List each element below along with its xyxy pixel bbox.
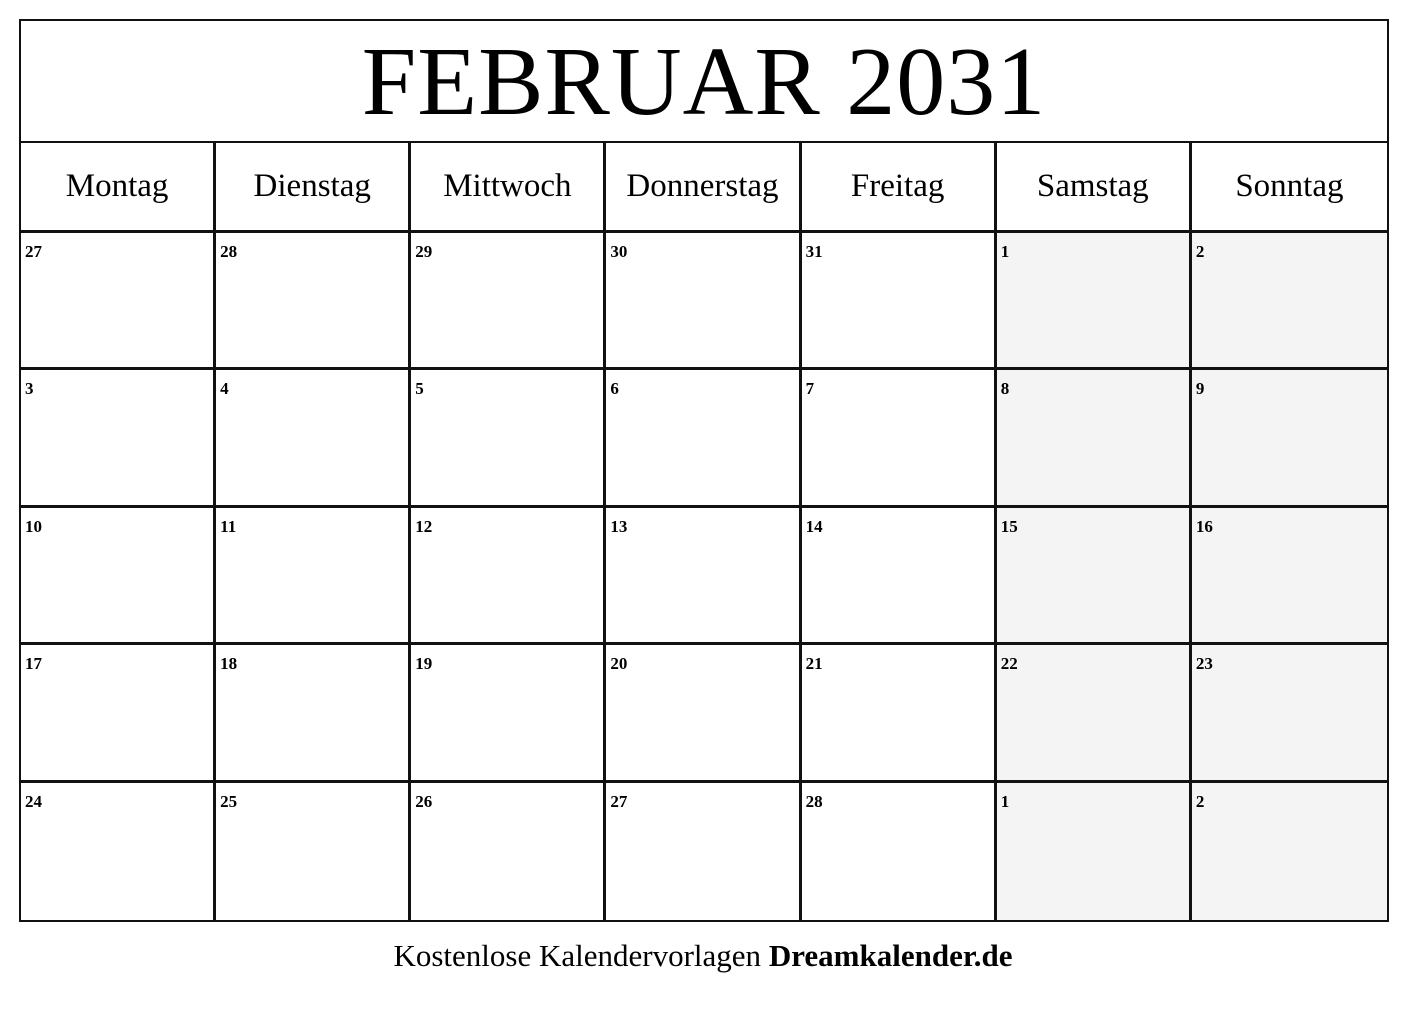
weekday-header: Freitag bbox=[802, 143, 997, 233]
day-number: 6 bbox=[610, 379, 619, 399]
day-number: 28 bbox=[220, 242, 238, 261]
day-number: 13 bbox=[610, 516, 628, 536]
calendar-grid bbox=[19, 19, 1389, 922]
day-number: 28 bbox=[805, 791, 823, 811]
day-cell bbox=[1192, 370, 1387, 507]
day-number: 9 bbox=[1195, 379, 1205, 399]
day-number: 29 bbox=[415, 242, 433, 261]
weekday-header: Donnerstag bbox=[606, 143, 801, 233]
day-cell bbox=[997, 783, 1192, 920]
day-number: 19 bbox=[415, 654, 433, 674]
footer-brand: Dreamkalender.de bbox=[768, 938, 1013, 973]
day-number: 31 bbox=[805, 242, 823, 261]
day-number: 17 bbox=[25, 654, 42, 674]
day-cell bbox=[216, 645, 411, 782]
day-number: 1 bbox=[1000, 242, 1010, 261]
day-cell bbox=[216, 233, 411, 370]
day-cell bbox=[411, 508, 606, 645]
day-cell bbox=[606, 370, 801, 507]
day-number: 15 bbox=[1000, 516, 1018, 536]
day-number: 22 bbox=[1000, 654, 1018, 674]
weekday-header: Sonntag bbox=[1192, 143, 1387, 233]
weekday-header: Montag bbox=[21, 143, 216, 233]
day-number: 24 bbox=[25, 791, 42, 811]
day-cell bbox=[1192, 645, 1387, 782]
day-number: 14 bbox=[805, 516, 823, 536]
day-cell bbox=[802, 233, 997, 370]
day-cell bbox=[802, 370, 997, 507]
day-number: 8 bbox=[1000, 379, 1010, 399]
day-cell bbox=[21, 645, 216, 782]
day-cell bbox=[606, 783, 801, 920]
day-number: 12 bbox=[415, 516, 433, 536]
day-cell bbox=[1192, 783, 1387, 920]
day-number: 21 bbox=[805, 654, 823, 674]
day-cell bbox=[411, 233, 606, 370]
day-cell bbox=[411, 370, 606, 507]
day-cell bbox=[21, 783, 216, 920]
footer bbox=[0, 938, 1406, 974]
weekday-header: Samstag bbox=[997, 143, 1192, 233]
day-cell bbox=[606, 233, 801, 370]
day-cell bbox=[1192, 233, 1387, 370]
day-number: 25 bbox=[220, 791, 238, 811]
day-cell bbox=[216, 370, 411, 507]
weekday-header: Dienstag bbox=[216, 143, 411, 233]
day-number: 10 bbox=[25, 516, 42, 536]
day-cell bbox=[216, 783, 411, 920]
day-number: 3 bbox=[25, 379, 34, 399]
day-cell bbox=[21, 508, 216, 645]
day-number: 1 bbox=[1000, 791, 1010, 811]
day-cell bbox=[216, 508, 411, 645]
day-number: 27 bbox=[25, 242, 42, 261]
day-cell bbox=[21, 233, 216, 370]
day-number: 5 bbox=[415, 379, 424, 399]
day-cell bbox=[606, 508, 801, 645]
footer-text: Kostenlose Kalendervorlagen bbox=[393, 938, 762, 973]
day-cell bbox=[802, 645, 997, 782]
day-cell bbox=[997, 508, 1192, 645]
day-cell bbox=[802, 508, 997, 645]
day-number: 16 bbox=[1195, 516, 1213, 536]
day-number: 4 bbox=[220, 379, 229, 399]
day-cell bbox=[21, 370, 216, 507]
day-number: 27 bbox=[610, 791, 628, 811]
day-cell bbox=[997, 370, 1192, 507]
weekday-header: Mittwoch bbox=[411, 143, 606, 233]
day-cell bbox=[606, 645, 801, 782]
day-number: 2 bbox=[1195, 242, 1205, 261]
day-number: 26 bbox=[415, 791, 433, 811]
day-cell bbox=[1192, 508, 1387, 645]
day-number: 2 bbox=[1195, 791, 1205, 811]
calendar-title: FEBRUAR 2031 bbox=[21, 21, 1387, 143]
day-cell bbox=[411, 783, 606, 920]
day-cell bbox=[802, 783, 997, 920]
day-number: 23 bbox=[1195, 654, 1213, 674]
day-cell bbox=[997, 233, 1192, 370]
day-number: 11 bbox=[220, 516, 237, 536]
day-cell bbox=[411, 645, 606, 782]
day-number: 20 bbox=[610, 654, 628, 674]
day-cell bbox=[997, 645, 1192, 782]
day-number: 7 bbox=[805, 379, 815, 399]
day-number: 18 bbox=[220, 654, 238, 674]
day-number: 30 bbox=[610, 242, 628, 261]
